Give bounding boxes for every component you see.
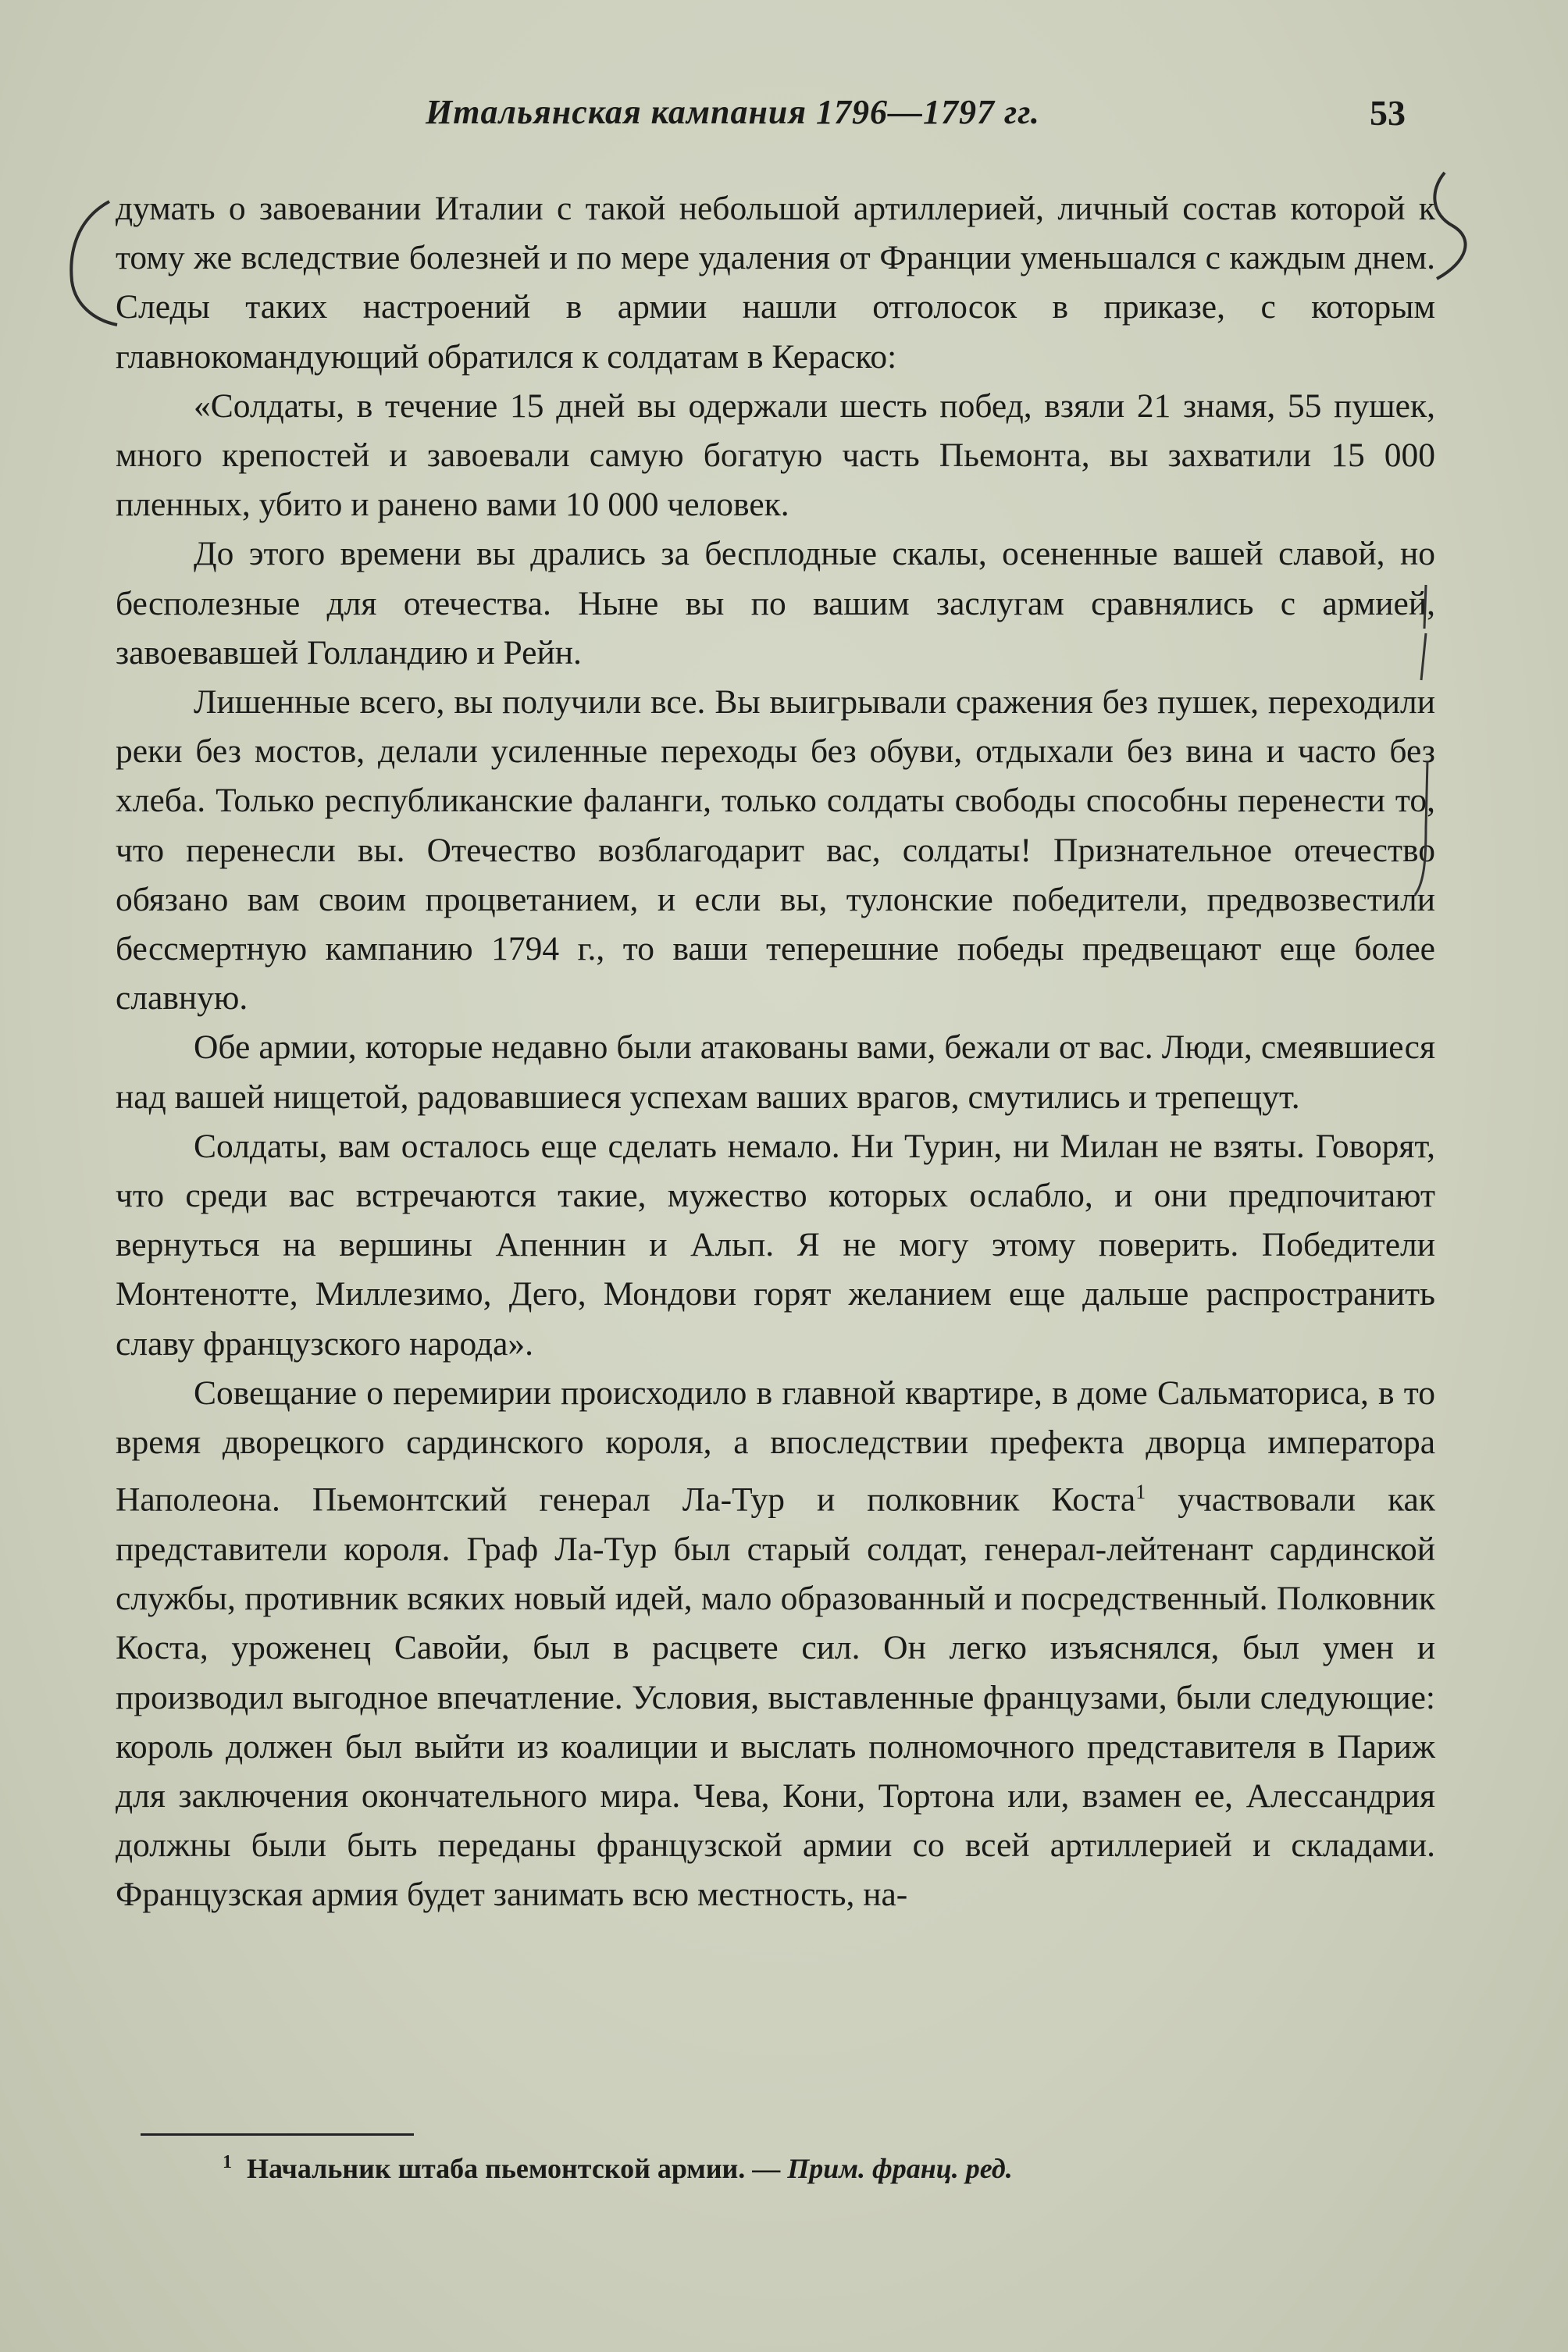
page-header	[117, 92, 1406, 147]
running-title: Итальянская кампания 1796—1797 гг.	[426, 93, 1040, 131]
footnote-attribution: Прим. франц. ред.	[787, 2153, 1013, 2184]
paragraph-order-armies: Обе армии, которые недавно были атакованы вами, бежали от вас. Люди, смеявшиеся над вашей нищетой, радовавшиеся успехам ваших врагов, смутились и трепещут.	[116, 1028, 1435, 1116]
footnote-reference: 1	[1135, 1481, 1146, 1504]
paragraph-order-glory: До этого времени вы дрались за бесплодные скалы, осененные вашей славой, но бесполезные для отечества. Ныне вы по вашим заслугам сравнялись с армией, завоевавшей Голландию и Рейн.	[116, 535, 1435, 672]
paragraph-armistice-part2: участвовали как представители короля. Граф Ла-Тур был старый солдат, генерал-лейтенант сардинской службы, противник всяких новый идей, мало образованный и посредственный. Полковник Коста, уроженец Савойи, был в расцвете сил. Он легко изъяснялся, был умен и производил выгодное впечатление. Условия, выставленные французами, были следующие: король должен был выйти из коалиции и выслать полномочного представителя в Париж для заключения окончательного мира. Чева, Кони, Тортона или, взамен ее, Алессандрия должны были быть переданы французской армии со всей артиллерией и складами. Французская армия будет занимать всю местность, на-	[116, 1481, 1435, 1914]
footnote-text: Начальник штаба пьемонтской армии. —	[247, 2153, 781, 2184]
footnote	[223, 2152, 1394, 2185]
pencil-bracket-left	[55, 195, 125, 328]
paragraph-order-deprived: Лишенные всего, вы получили все. Вы выигрывали сражения без пушек, переходили реки без мостов, делали усиленные переходы без обуви, отдыхали без вина и часто без хлеба. Только республиканские фаланги, только солдаты свободы способны перенести то, что перенесли вы. Отечество возблагодарит вас, солдаты! Признательное отечество обязано вам своим процветанием, и если вы, тулонские победители, предвозвестили бессмертную кампанию 1794 г., то ваши теперешние победы предвещают еще более славную.	[116, 683, 1435, 1017]
footnote-marker: 1	[223, 2152, 232, 2172]
page-number: 53	[1370, 93, 1406, 133]
paragraph-order-opening: «Солдаты, в течение 15 дней вы одержали шесть побед, взяли 21 знамя, 55 пушек, много крепостей и завоевали самую богатую часть Пьемонта, вы захватили 15 000 пленных, убито и ранено вами 10 000 человек.	[116, 387, 1435, 524]
paragraph-armistice-part1: Совещание о перемирии происходило в главной квартире, в доме Сальматориса, в то время дворецкого сардинского короля, а впоследствии префекта дворца императора Наполеона. Пьемонтский генерал Ла-Тур и полковник Коста	[116, 1374, 1435, 1519]
paragraph-order-conclusion: Солдаты, вам осталось еще сделать немало. Ни Турин, ни Милан не взяты. Говорят, что среди вас встречаются такие, мужество которых ослабло, и они предпочитают вернуться на вершины Апеннин и Альп. Я не могу этому поверить. Победители Монтенотте, Миллезимо, Дего, Мондови горят желанием еще дальше распространить славу французского народа».	[116, 1127, 1435, 1363]
footnote-divider	[141, 2133, 414, 2136]
paragraph-armistice	[116, 1369, 1435, 1920]
paragraph-continuation: думать о завоевании Италии с такой небольшой артиллерией, личный состав которой к тому же вследствие болезней и по мере удаления от Франции уменьшался с каждым днем. Следы таких настроений в армии нашли отголосок в приказе, с которым главнокомандующий обратился к солдатам в Кераско:	[116, 190, 1435, 376]
body-text	[116, 184, 1435, 1920]
